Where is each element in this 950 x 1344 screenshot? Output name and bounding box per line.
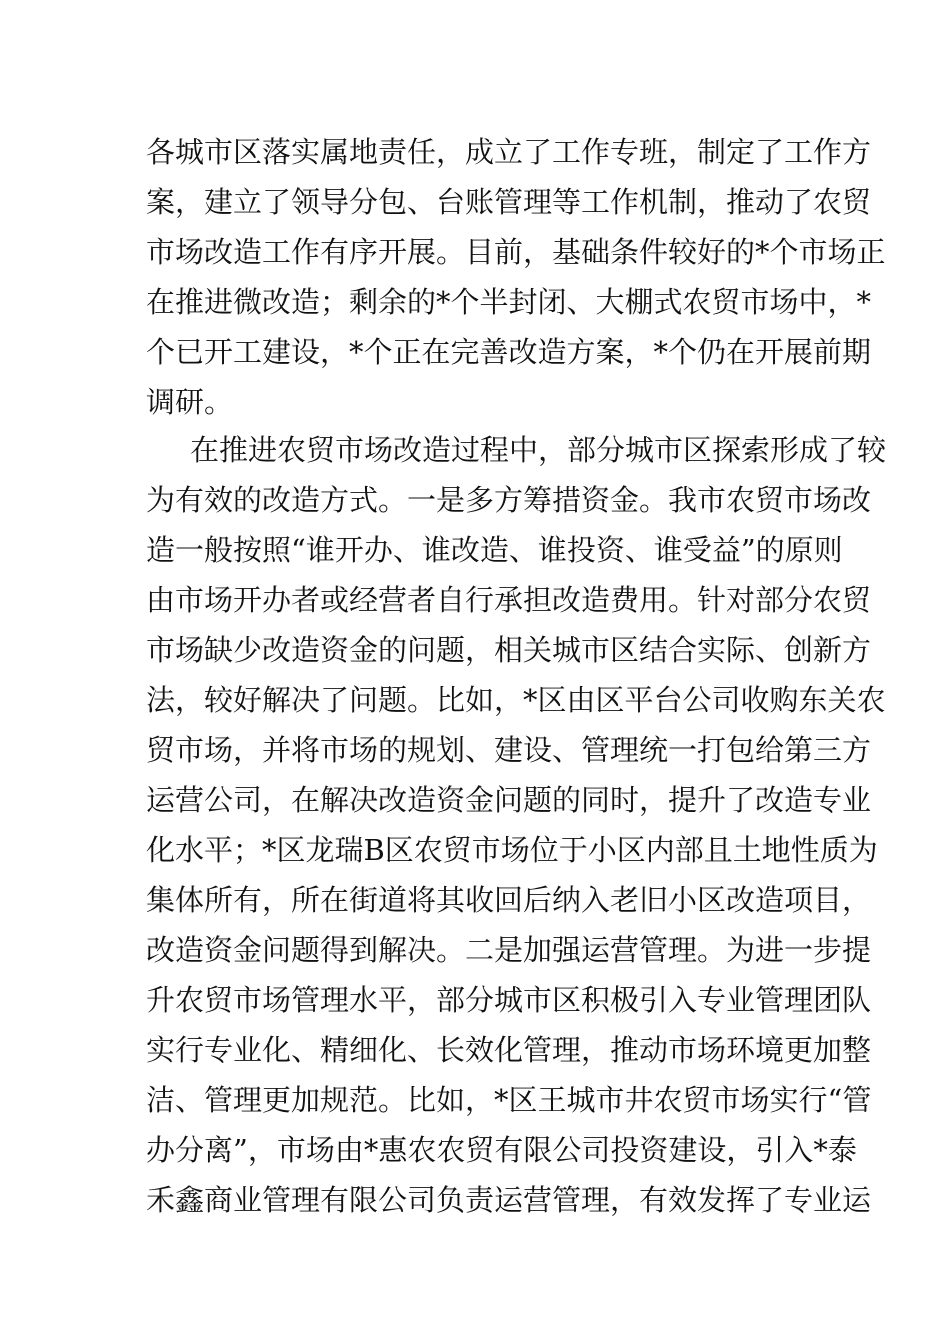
paragraph-2-line-3: 造一般按照“谁开办、谁改造、谁投资、谁受益”的原则 [146,533,843,567]
paragraph-2-line-12: 升农贸市场管理水平，部分城市区积极引入专业管理团队 [146,983,872,1017]
paragraph-2-line-15: 办分离”，市场由*惠农农贸有限公司投资建设，引入*泰 [146,1133,857,1167]
paragraph-2-line-5: 市场缺少改造资金的问题，相关城市区结合实际、创新方 [146,633,872,667]
paragraph-2-line-7: 贸市场，并将市场的规划、建设、管理统一打包给第三方 [146,733,872,767]
paragraph-2-line-9: 化水平；*区龙瑞B区农贸市场位于小区内部且土地性质为 [146,833,878,867]
paragraph-2-line-10: 集体所有，所在街道将其收回后纳入老旧小区改造项目， [146,883,872,917]
paragraph-1-line-4: 在推进微改造；剩余的*个半封闭、大棚式农贸市场中，* [146,285,872,319]
paragraph-2-line-8: 运营公司，在解决改造资金问题的同时，提升了改造专业 [146,783,872,817]
paragraph-1-line-5: 个已开工建设，*个正在完善改造方案，*个仍在开展前期 [146,335,872,369]
paragraph-1-line-3: 市场改造工作有序开展。目前，基础条件较好的*个市场正 [146,235,886,269]
paragraph-2-line-6: 法，较好解决了问题。比如，*区由区平台公司收购东关农 [146,683,886,717]
paragraph-2-line-14: 洁、管理更加规范。比如，*区王城市井农贸市场实行“管 [146,1083,872,1117]
paragraph-2-line-16: 禾鑫商业管理有限公司负责运营管理，有效发挥了专业运 [146,1183,872,1217]
paragraph-2-line-1: 在推进农贸市场改造过程中，部分城市区探索形成了较 [190,433,887,467]
paragraph-1-line-1: 各城市区落实属地责任，成立了工作专班，制定了工作方 [146,135,872,169]
paragraph-2-line-4: 由市场开办者或经营者自行承担改造费用。针对部分农贸 [146,583,872,617]
paragraph-2-line-2: 为有效的改造方式。一是多方筹措资金。我市农贸市场改 [146,483,872,517]
paragraph-2-line-13: 实行专业化、精细化、长效化管理，推动市场环境更加整 [146,1033,872,1067]
paragraph-1-line-6: 调研。 [146,385,234,419]
paragraph-2-line-11: 改造资金问题得到解决。二是加强运营管理。为进一步提 [146,933,872,967]
paragraph-1-line-2: 案，建立了领导分包、台账管理等工作机制，推动了农贸 [146,185,872,219]
